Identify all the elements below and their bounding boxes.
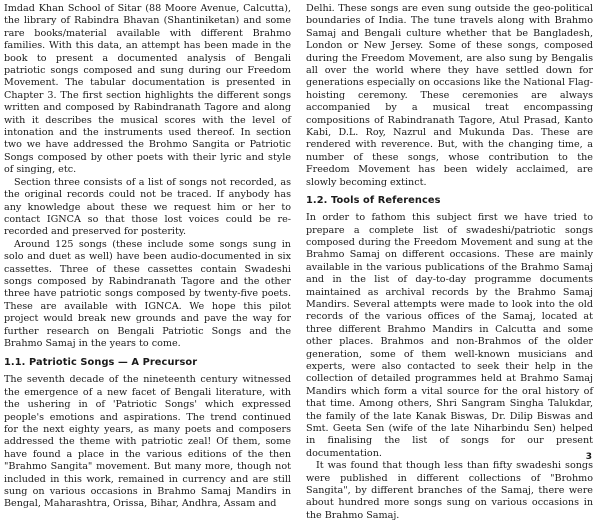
section-heading: 1.1. Patriotic Songs — A Precursor	[4, 357, 198, 369]
section-heading: 1.2. Tools of References	[306, 195, 441, 207]
paragraph: The seventh decade of the nineteenth century witnessed the emergence of a new facet of Bengali literature, with the ushering in of 'Patriotic Songs' which expressed people's emotions and aspirations. The trend continued for the next eighty years, as many poets and composers addressed the theme with patriotic zeal! Of them, some have found a place in the various editions of the then "Brahmo Sangita" movement. But many more, though not included in this work, remained in currency and are still sung on various occasions in Brahmo Samaj Mandirs in Bengal, Maharashtra, Orissa, Bihar, Andhra, Assam and	[4, 374, 291, 510]
paragraph: Imdad Khan School of Sitar (88 Moore Avenue, Calcutta), the library of Rabindra Bhavan (Shantiniketan) and some rare books/material available with different Brahmo families. With this data, an attempt has been made in the book to present a documented analysis of Bengali patriotic songs composed and sung during our Freedom Movement. The tabular documentation is presented in Chapter 3. The first section highlights the different songs written and composed by Rabindranath Tagore and along with it describes the musical scores with the level of intonation and the instruments used thereof. In section two we have addressed the Brohmo Sangita or Patriotic Songs composed by other poets with their lyric and style of singing, etc.	[4, 3, 291, 176]
right-column	[306, 3, 593, 522]
paragraph: Delhi. These songs are even sung outside the geo-political boundaries of India. The tune travels along with Brahmo Samaj and Bengali culture whether that be Bangladesh, London or New Jersey. Some of these songs, composed during the Freedom Movement, are also sung by Bengalis all over the world where they have settled down for generations especially on occasions like the National Flag-hoisting ceremony. These ceremonies are always accompanied by a musical treat encompassing compositions of Rabindranath Tagore, Atul Prasad, Kanto Kabi, D.L. Roy, Nazrul and Mukunda Das. These are rendered with reverence. But, with the changing time, a number of these songs, whose contribution to the Freedom Movement has been widely acclaimed, are slowly becoming extinct.	[306, 3, 593, 188]
paragraph: It was found that though less than fifty swadeshi songs were published in different collections of "Brohmo Sangita", by different branches of the Samaj, there were about hundred more songs sung on various occasions in the Brahmo Samaj.	[306, 460, 593, 521]
page-number: 3	[585, 452, 592, 462]
paragraph: Section three consists of a list of songs not recorded, as the original records could not be traced. If anybody has any knowledge about these we request him or her to contact IGNCA so that those lost voices could be re-recorded and preserved for posterity.	[4, 176, 291, 238]
paragraph: In order to fathom this subject first we have tried to prepare a complete list of swadeshi/patriotic songs composed during the Freedom Movement and sung at the Brahmo Samaj on different occasions. These are mainly available in the various publications of the Brahmo Samaj and in the list of day-to-day programme documents maintained as archival records by the Brahmo Samaj Mandirs. Several attempts were made to look into the old records of the various offices of the Samaj, located at three different Brahmo Mandirs in Calcutta and some other places. Brahmos and non-Brahmos of the older generation, some of them well-known musicians and experts, were also contacted to seek their help in the collection of detailed programmes held at Brahmo Samaj Mandirs which form a vital source for the oral history of that time. Among others, Shri Sangram Singha Talukdar, the family of the late Kanak Biswas, Dr. Dilip Biswas and Smt. Geeta Sen (wife of the late Niharbindu Sen) helped in finalising the list of songs for our present documentation.	[306, 212, 593, 459]
left-column	[4, 3, 291, 511]
paragraph: Around 125 songs (these include some songs sung in solo and duet as well) have been audio-documented in six cassettes. Three of these cassettes contain Swadeshi songs composed by Rabindranath Tagore and the other three have patriotic songs composed by twenty-five poets. These are available with IGNCA. We hope this pilot project would break new grounds and pave the way for further research on Bengali Patriotic Songs and the Brahmo Samaj in the years to come.	[4, 238, 291, 349]
